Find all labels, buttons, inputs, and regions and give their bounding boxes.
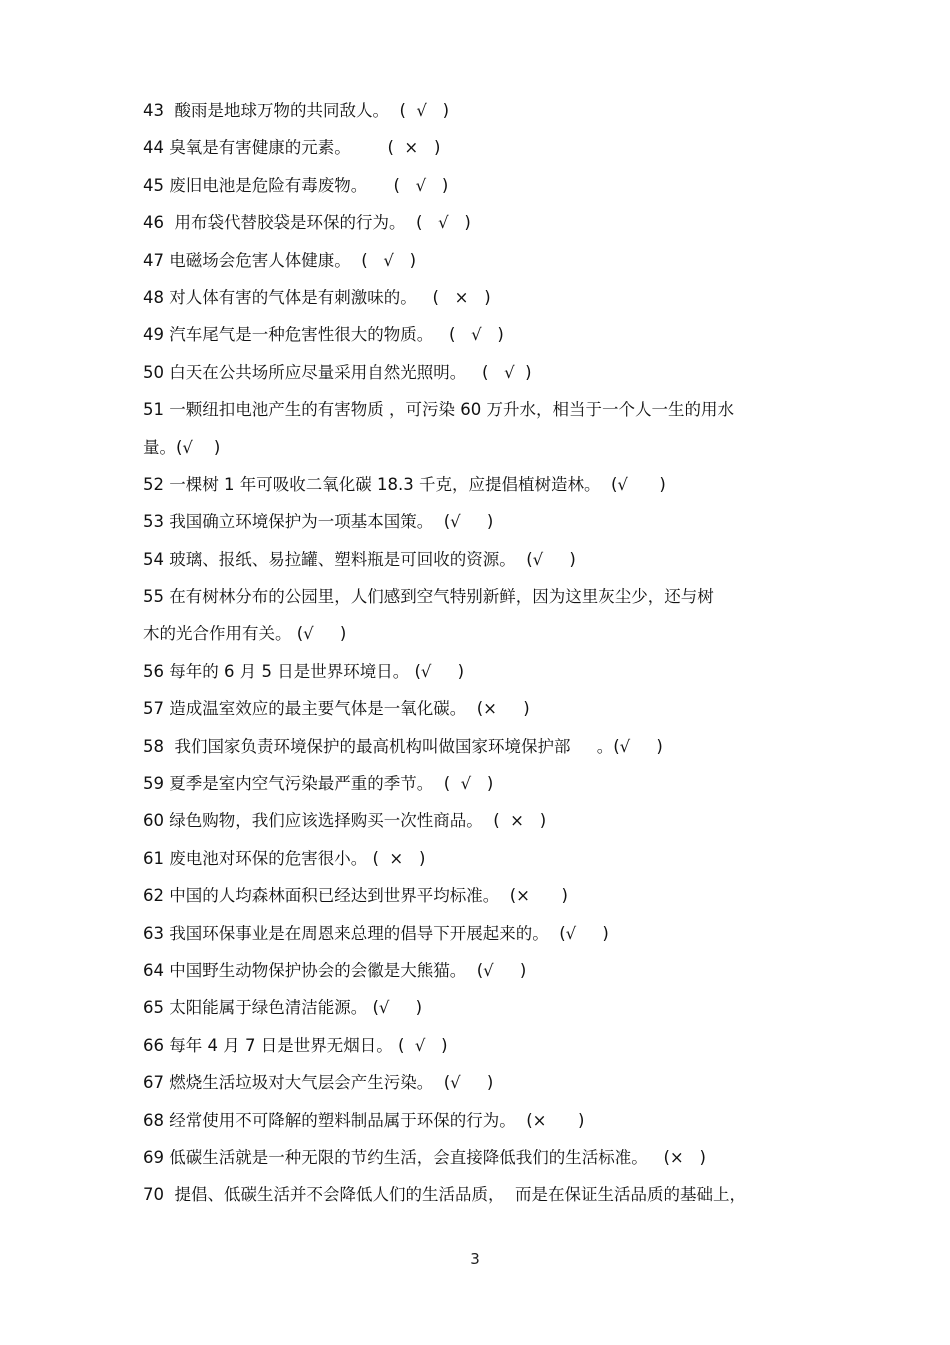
question-line: 56 每年的 6 月 5 日是世界环境日。 (√ )	[143, 661, 465, 681]
question-line-continued: 量。(√ )	[143, 437, 221, 457]
question-line: 43 酸雨是地球万物的共同敌人。 ( √ )	[143, 101, 450, 120]
question-line: 50 白天在公共场所应尽量采用自然光照明。 ( √ )	[143, 362, 532, 382]
question-line: 52 一棵树 1 年可吸收二氧化碳 18.3 千克，应提倡植树造林。 (√ )	[143, 474, 666, 494]
question-line: 54 玻璃、报纸、易拉罐、塑料瓶是可回收的资源。 (√ )	[143, 549, 576, 569]
question-line: 59 夏季是室内空气污染最严重的季节。 ( √ )	[143, 774, 494, 794]
question-list	[143, 98, 808, 1220]
question-line-continued: 木的光合作用有关。 (√ )	[143, 624, 347, 644]
question-line: 57 造成温室效应的最主要气体是一氧化碳。 (× )	[143, 699, 530, 719]
question-line: 61 废电池对环保的危害很小。 ( × )	[143, 848, 426, 868]
question-line: 65 太阳能属于绿色清洁能源。 (√ )	[143, 998, 423, 1018]
question-line: 63 我国环保事业是在周恩来总理的倡导下开展起来的。 (√ )	[143, 923, 609, 943]
question-line: 62 中国的人均森林面积已经达到世界平均标准。 (× )	[143, 886, 568, 906]
question-line: 51 一颗纽扣电池产生的有害物质 ，可污染 60 万升水，相当于一个人一生的用水	[143, 400, 734, 420]
question-line: 55 在有树林分布的公园里，人们感到空气特别新鲜，因为这里灰尘少，还与树	[143, 587, 714, 607]
question-line: 47 电磁场会危害人体健康。 ( √ )	[143, 250, 417, 270]
question-line: 69 低碳生活就是一种无限的节约生活，会直接降低我们的生活标准。 (× )	[143, 1147, 706, 1167]
question-line: 60 绿色购物，我们应该选择购买一次性商品。 ( × )	[143, 811, 547, 831]
question-line: 70 提倡、低碳生活并不会降低人们的生活品质， 而是在保证生活品质的基础上，	[143, 1185, 746, 1205]
question-line: 53 我国确立环境保护为一项基本国策。 (√ )	[143, 512, 494, 532]
question-line: 68 经常使用不可降解的塑料制品属于环保的行为。 (× )	[143, 1110, 585, 1130]
question-line: 67 燃烧生活垃圾对大气层会产生污染。 (√ )	[143, 1073, 494, 1093]
page-number: 3	[470, 1250, 480, 1268]
question-line: 45 废旧电池是危险有毒废物。 ( √ )	[143, 175, 449, 195]
question-line: 44 臭氧是有害健康的元素。 ( × )	[143, 138, 441, 158]
question-line: 58 我们国家负责环境保护的最高机构叫做国家环境保护部 。(√ )	[143, 736, 663, 756]
question-line: 46 用布袋代替胶袋是环保的行为。 ( √ )	[143, 213, 471, 233]
question-line: 49 汽车尾气是一种危害性很大的物质。 ( √ )	[143, 325, 504, 345]
question-line: 66 每年 4 月 7 日是世界无烟日。 ( √ )	[143, 1035, 448, 1055]
question-line: 48 对人体有害的气体是有刺激味的。 ( × )	[143, 287, 491, 307]
question-line: 64 中国野生动物保护协会的会徽是大熊猫。 (√ )	[143, 960, 527, 980]
